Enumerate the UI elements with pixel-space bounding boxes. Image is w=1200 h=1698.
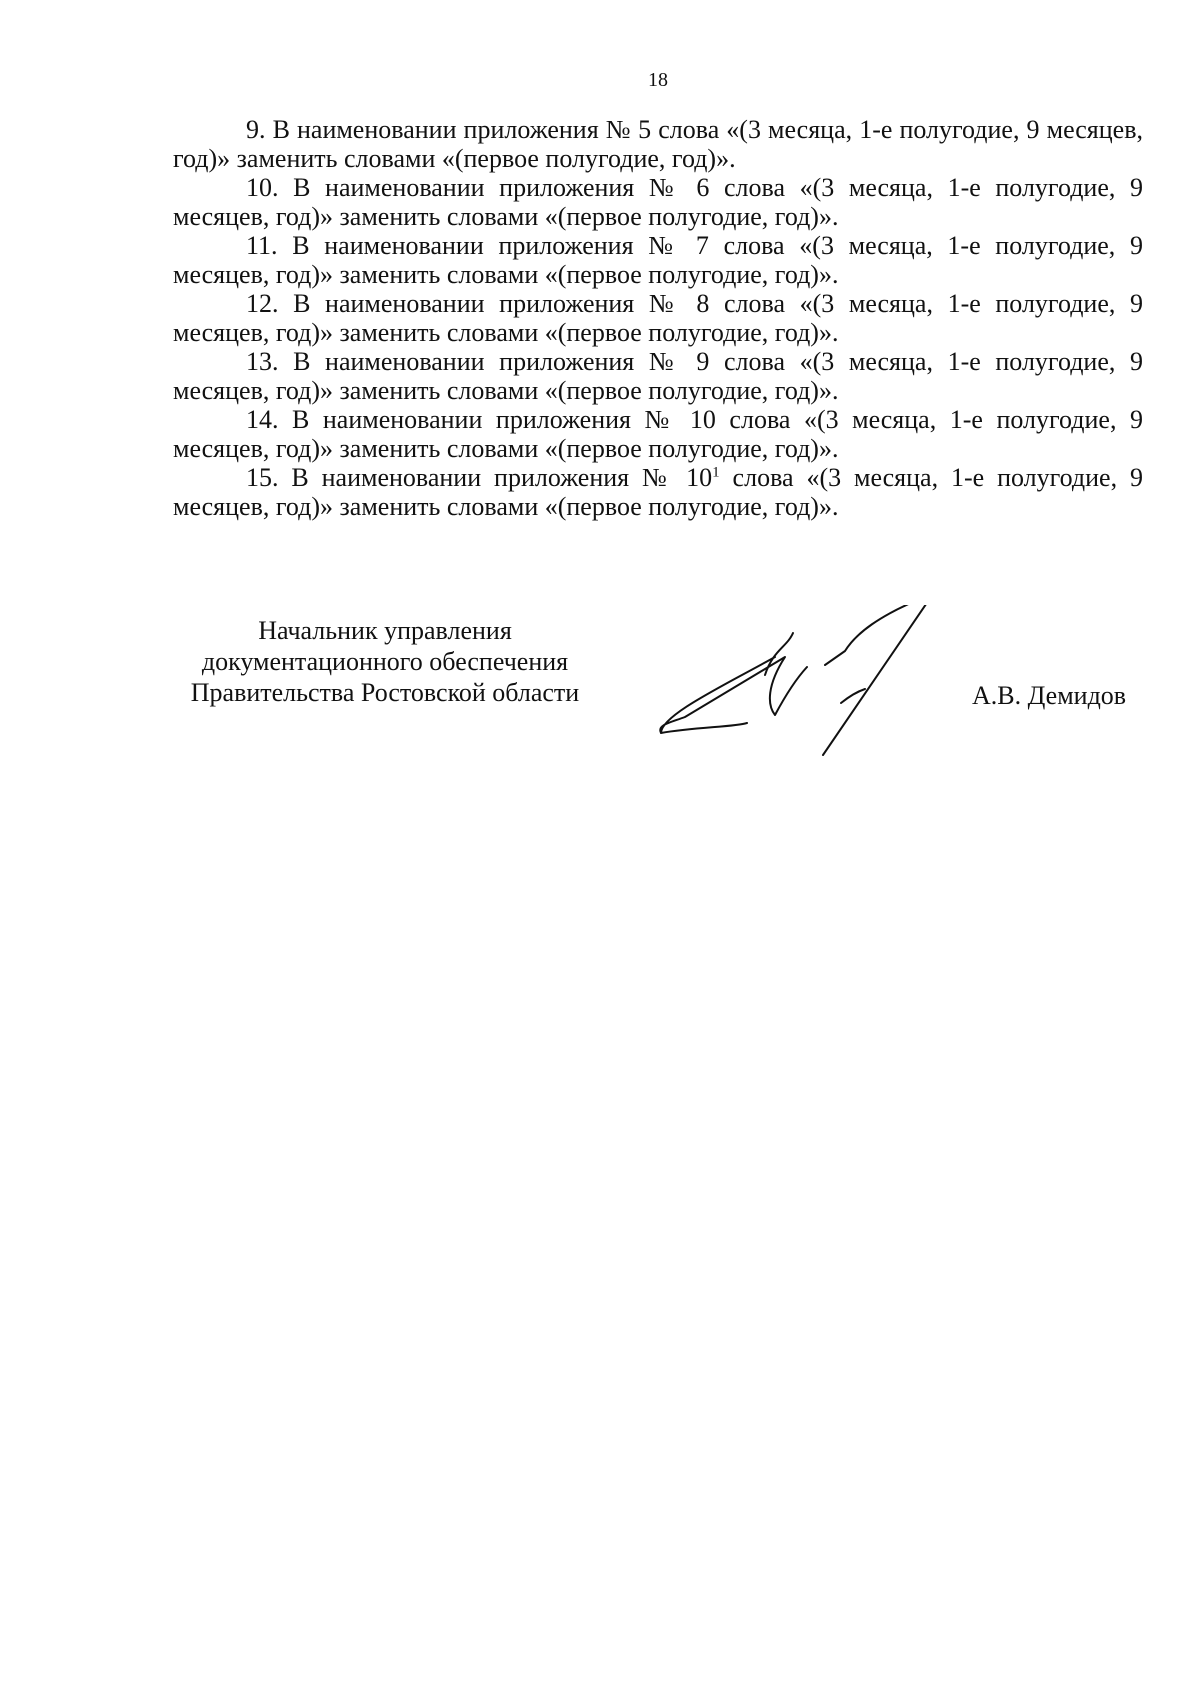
- position-line: документационного обеспечения: [201, 647, 569, 676]
- signatory-name: А.В. Демидов: [972, 681, 1127, 710]
- list-item: 14. В наименовании приложения № 10 слова «(3 месяца, 1-е полугодие, 9 месяцев, год)» заменить словами «(первое полугодие, год)».: [173, 405, 1143, 463]
- list-item: [173, 463, 1143, 521]
- list-item: 13. В наименовании приложения № 9 слова «(3 месяца, 1-е полугодие, 9 месяцев, год)» заменить словами «(первое полугодие, год)».: [173, 347, 1143, 405]
- signature-stroke: [660, 633, 807, 733]
- list-item: 12. В наименовании приложения № 8 слова «(3 месяца, 1-е полугодие, 9 месяцев, год)» заменить словами «(первое полугодие, год)».: [173, 289, 1143, 347]
- document-body: [173, 115, 1143, 521]
- signature-stroke: [841, 689, 865, 703]
- handwritten-signature: [655, 605, 955, 765]
- list-item-text-end: слова «(3 месяца, 1-е полугодие, 9 месяцев, год)» заменить словами «(первое полугодие, год)».: [173, 463, 1143, 521]
- page-number: 18: [648, 69, 668, 91]
- superscript-index: 1: [712, 464, 720, 481]
- list-item-text-start: 15. В наименовании приложения № 10: [246, 463, 713, 492]
- signatory-position: [170, 615, 600, 708]
- list-item: 9. В наименовании приложения № 5 слова «(3 месяца, 1-е полугодие, 9 месяцев, год)» заменить словами «(первое полугодие, год)».: [173, 115, 1143, 173]
- position-line: Правительства Ростовской области: [190, 678, 580, 707]
- list-item: 10. В наименовании приложения № 6 слова «(3 месяца, 1-е полугодие, 9 месяцев, год)» заменить словами «(первое полугодие, год)».: [173, 173, 1143, 231]
- signature-stroke: [823, 605, 935, 755]
- list-item: 11. В наименовании приложения № 7 слова «(3 месяца, 1-е полугодие, 9 месяцев, год)» заменить словами «(первое полугодие, год)».: [173, 231, 1143, 289]
- position-line: Начальник управления: [258, 616, 512, 645]
